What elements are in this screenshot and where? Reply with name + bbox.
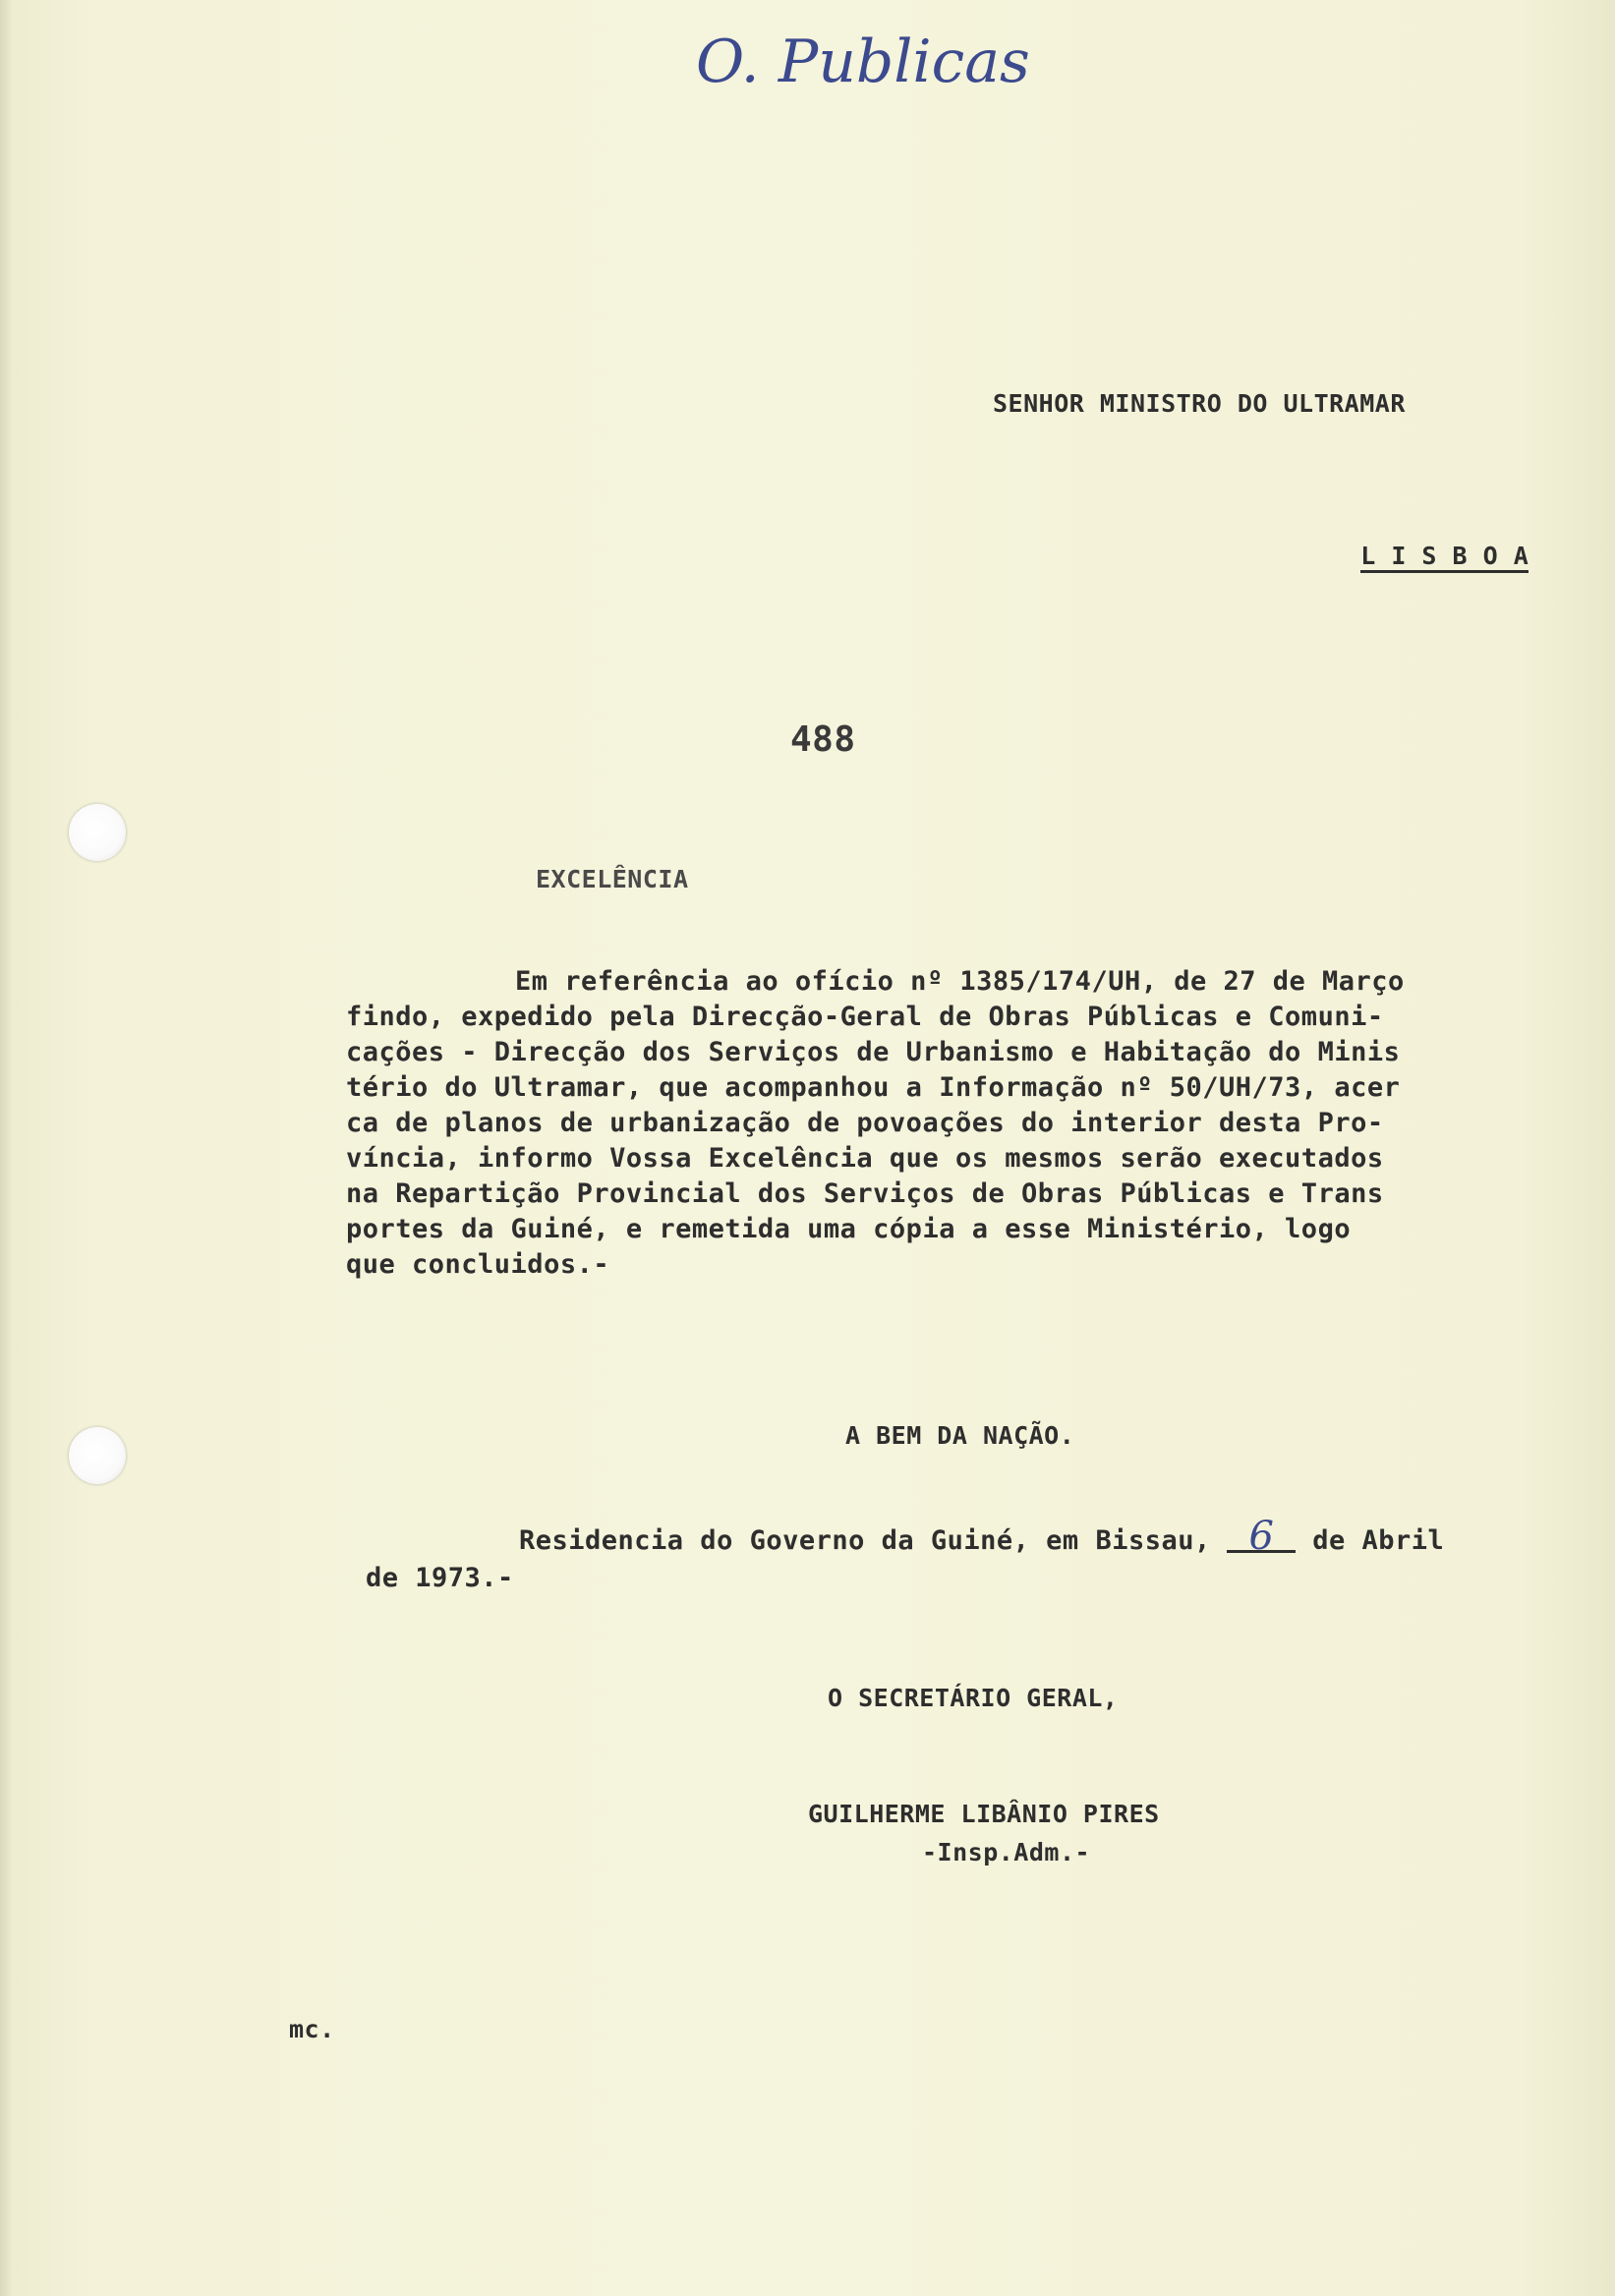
body-line: víncia, informo Vossa Excelência que os mesmos serão executados: [346, 1143, 1384, 1174]
place-date-year: de 1973.-: [366, 1563, 514, 1593]
typist-initials: mc.: [289, 2015, 335, 2043]
page-edge: [0, 0, 14, 2296]
body-line: cações - Direcção dos Serviços de Urbanismo e Habitação do Minis: [346, 1037, 1401, 1067]
place-date-suffix: de Abril: [1296, 1525, 1445, 1556]
addressee-city-text: L I S B O A: [1360, 542, 1528, 573]
body-line: que concluidos.-: [346, 1249, 610, 1280]
punch-hole-top: [69, 804, 126, 861]
body-line: ca de planos de urbanização de povoações do interior desta Pro-: [346, 1108, 1384, 1138]
closing-formula: A BEM DA NAÇÃO.: [845, 1421, 1075, 1450]
signature-name: GUILHERME LIBÂNIO PIRES: [808, 1800, 1160, 1828]
addressee-line: SENHOR MINISTRO DO ULTRAMAR: [993, 389, 1406, 418]
handwritten-day: 6: [1227, 1522, 1296, 1553]
handwritten-annotation: O. Publicas: [696, 28, 1030, 96]
signature-title: O SECRETÁRIO GERAL,: [828, 1684, 1119, 1712]
body-line: na Repartição Provincial dos Serviços de Obras Públicas e Trans: [346, 1178, 1384, 1209]
body-line: findo, expedido pela Direcção-Geral de Obras Públicas e Comuni-: [346, 1002, 1384, 1032]
place-date-line: [519, 1514, 1445, 1559]
addressee-city: [1299, 513, 1528, 599]
body-line: tério do Ultramar, que acompanhou a Informação nº 50/UH/73, acer: [346, 1072, 1401, 1103]
signature-role: -Insp.Adm.-: [922, 1838, 1091, 1866]
document-number: 488: [790, 719, 856, 760]
place-date-prefix: Residencia do Governo da Guiné, em Bissau,: [519, 1525, 1228, 1556]
punch-hole-bottom: [69, 1427, 126, 1484]
body-line: Em referência ao ofício nº 1385/174/UH, de 27 de Março: [515, 966, 1405, 997]
salutation: EXCELÊNCIA: [536, 865, 689, 893]
body-line: portes da Guiné, e remetida uma cópia a esse Ministério, logo: [346, 1214, 1352, 1244]
